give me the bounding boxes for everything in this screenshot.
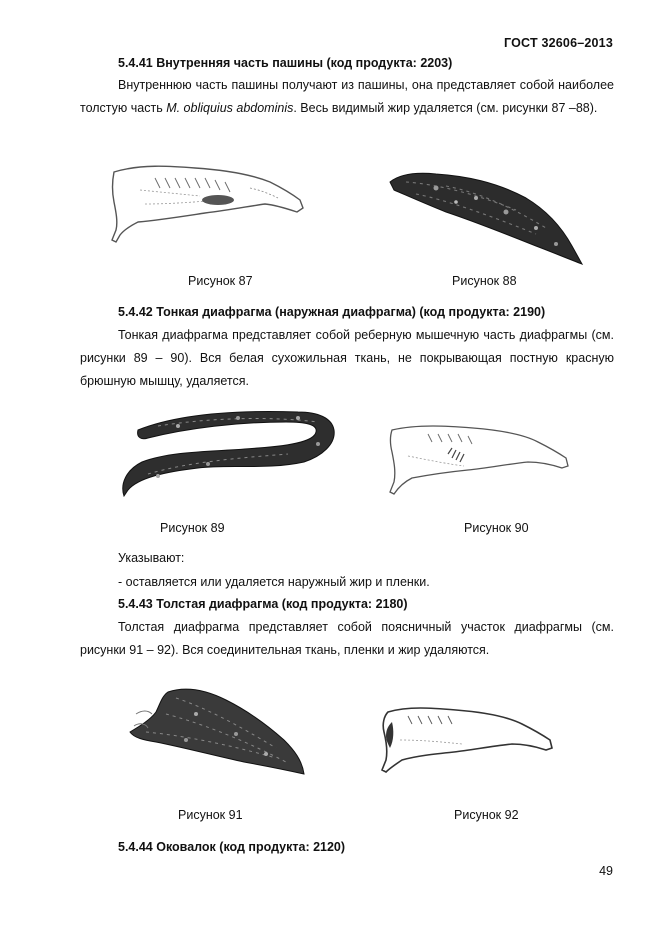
section-heading-5-4-44: 5.4.44 Оковалок (код продукта: 2120) [118, 840, 346, 854]
indicate-list-item: - оставляется или удаляется наружный жир и пленки. [118, 575, 430, 589]
caption-figure-90: Рисунок 90 [464, 521, 529, 535]
section-paragraph-5-4-42: Тонкая диафрагма представляет собой реберную мышечную часть диафрагмы (см. рисунки 89 – 90). Вся белая сухожильная ткань, не покрывающая постную красную брюшную мышцу, удаляется. [80, 328, 614, 388]
caption-figure-91: Рисунок 91 [178, 808, 243, 822]
figure-91-meat-photo [126, 684, 306, 784]
section-heading-5-4-42: 5.4.42 Тонкая диафрагма (наружная диафрагма) (код продукта: 2190) [118, 305, 546, 319]
figure-90-carcass-diagram [378, 420, 574, 498]
section-heading-5-4-43: 5.4.43 Толстая диафрагма (код продукта: 2180) [118, 597, 408, 611]
caption-figure-89: Рисунок 89 [160, 521, 225, 535]
figure-88-meat-photo [386, 168, 586, 268]
figure-87-carcass-diagram [100, 160, 310, 248]
caption-figure-87: Рисунок 87 [188, 274, 253, 288]
latin-muscle-term: M. obliquius abdominis [166, 101, 294, 115]
figure-92-carcass-diagram [372, 700, 558, 776]
section-paragraph-5-4-41: Внутреннюю часть пашины получают из пашины, она представляет собой наиболее толстую часть M. obliquius abdominis. Весь видимый жир удаляется (см. рисунки 87 –88). [80, 78, 614, 115]
indicate-label: Указывают: [118, 551, 185, 565]
highlighted-cut-region [386, 722, 393, 748]
page-number: 49 [599, 864, 613, 878]
standard-number: ГОСТ 32606–2013 [504, 36, 613, 50]
highlighted-cut-region [448, 448, 464, 462]
caption-figure-92: Рисунок 92 [454, 808, 519, 822]
caption-figure-88: Рисунок 88 [452, 274, 517, 288]
section-paragraph-5-4-43: Толстая диафрагма представляет собой поясничный участок диафрагмы (см. рисунки 91 – 92). Вся соединительная ткань, пленки и жир удаляются. [80, 620, 614, 657]
figure-89-meat-photo [118, 404, 340, 500]
section-heading-5-4-41: 5.4.41 Внутренняя часть пашины (код продукта: 2203) [118, 56, 453, 70]
highlighted-cut-region [202, 195, 234, 205]
